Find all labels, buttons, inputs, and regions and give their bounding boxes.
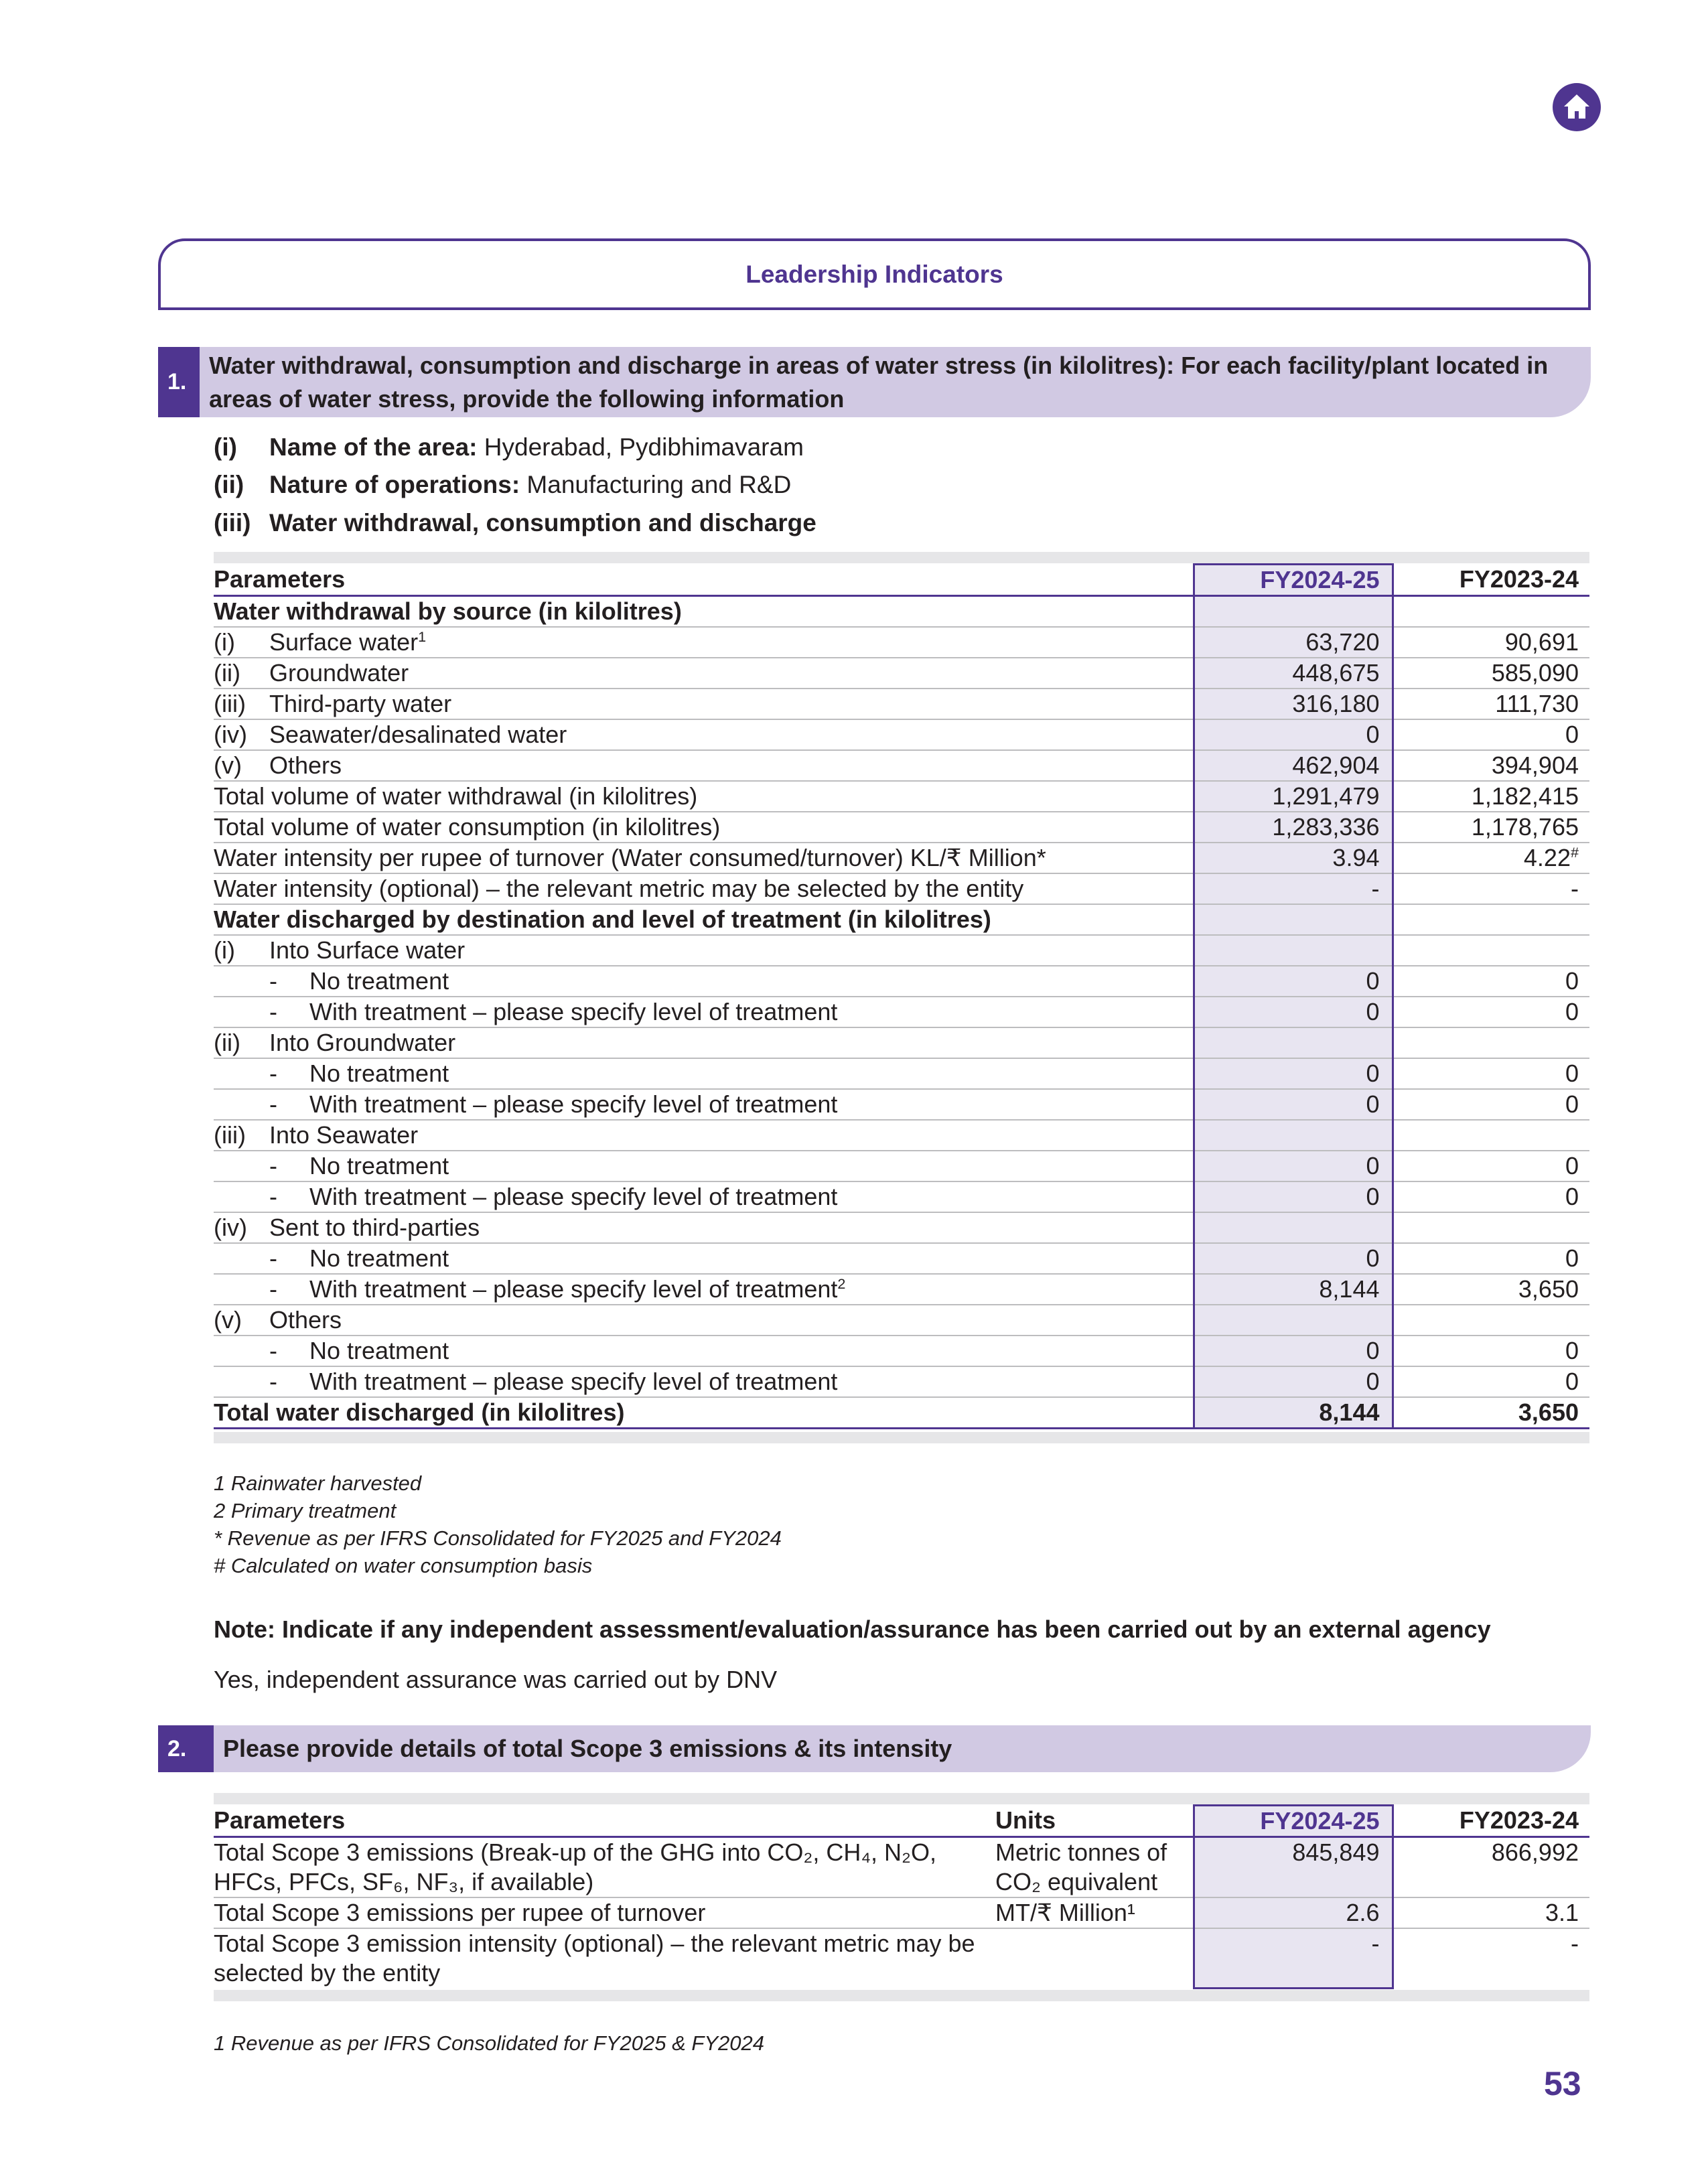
row-label: No treatment bbox=[309, 967, 449, 995]
table-bottom-bar bbox=[214, 1990, 1589, 2001]
parameter-cell bbox=[214, 1336, 1194, 1366]
fy2023-24-cell bbox=[1393, 719, 1589, 750]
table-row bbox=[214, 1181, 1589, 1212]
footnotes bbox=[214, 1469, 782, 1579]
table-row bbox=[214, 997, 1589, 1027]
table-row bbox=[214, 966, 1589, 997]
table-row bbox=[214, 781, 1589, 812]
fy2024-25-cell bbox=[1194, 1151, 1393, 1181]
question-title: Water withdrawal, consumption and discharge in areas of water stress (in kilolitres): For each facility/plant located in areas of water stress, provide the following information bbox=[209, 351, 1549, 413]
fy2024-25-cell bbox=[1194, 689, 1393, 719]
table-row bbox=[214, 1089, 1589, 1120]
fy2024-25-cell bbox=[1194, 812, 1393, 843]
fy2024-25-cell bbox=[1194, 1212, 1393, 1243]
table-row bbox=[214, 1120, 1589, 1151]
value: 8,144 bbox=[1319, 1398, 1380, 1426]
fy2023-24-cell bbox=[1393, 1058, 1589, 1089]
parameter-cell bbox=[214, 1151, 1194, 1181]
value: 63,720 bbox=[1305, 628, 1380, 656]
parameter-cell bbox=[214, 873, 1194, 904]
table-row bbox=[214, 1212, 1589, 1243]
row-label: Seawater/desalinated water bbox=[269, 721, 567, 748]
water-table bbox=[214, 563, 1589, 1429]
table-row bbox=[214, 658, 1589, 689]
value: 394,904 bbox=[1491, 751, 1579, 779]
value: 4.22 bbox=[1523, 844, 1571, 871]
table-row bbox=[214, 689, 1589, 719]
item-value: Manufacturing and R&D bbox=[526, 471, 792, 498]
value: 3,650 bbox=[1518, 1398, 1579, 1426]
row-label: Water intensity per rupee of turnover (Water consumed/turnover) KL/₹ Million* bbox=[214, 844, 1046, 871]
header-fy2024-25: FY2024-25 bbox=[1194, 565, 1393, 596]
value: 1,182,415 bbox=[1471, 782, 1579, 810]
fy2024-25-cell bbox=[1194, 1089, 1393, 1120]
table-row bbox=[214, 1243, 1589, 1274]
fy2024-25-cell: 845,849 bbox=[1194, 1837, 1393, 1898]
row-label: Sent to third-parties bbox=[269, 1214, 480, 1241]
footnote-ref: # bbox=[1570, 844, 1579, 861]
parameter-cell bbox=[214, 781, 1194, 812]
value: 0 bbox=[1366, 1244, 1380, 1272]
fy2023-24-cell bbox=[1393, 843, 1589, 873]
row-dash: - bbox=[269, 1337, 277, 1364]
value: 0 bbox=[1565, 1060, 1579, 1087]
fy2023-24-cell bbox=[1393, 935, 1589, 966]
value: 0 bbox=[1366, 1152, 1380, 1179]
fy2023-24-cell bbox=[1393, 1366, 1589, 1397]
item-value: Hyderabad, Pydibhimavaram bbox=[484, 433, 804, 461]
parameter-cell bbox=[214, 1181, 1194, 1212]
value: 0 bbox=[1366, 1337, 1380, 1364]
parameter-cell bbox=[214, 1274, 1194, 1305]
fy2023-24-cell bbox=[1393, 1397, 1589, 1429]
parameter-cell bbox=[214, 596, 1194, 628]
row-index: (i) bbox=[214, 936, 235, 964]
row-label: With treatment – please specify level of treatment bbox=[309, 1275, 838, 1303]
footnote-ref: 2 bbox=[837, 1275, 846, 1292]
row-index: (ii) bbox=[214, 659, 240, 687]
parameter-cell bbox=[214, 997, 1194, 1027]
value: 0 bbox=[1366, 1090, 1380, 1118]
table-row bbox=[214, 1274, 1589, 1305]
fy2023-24-cell bbox=[1393, 904, 1589, 935]
row-label: Water discharged by destination and level of treatment (in kilolitres) bbox=[214, 906, 991, 933]
value: 0 bbox=[1565, 998, 1579, 1025]
item-label: Water withdrawal, consumption and discharge bbox=[269, 509, 816, 536]
row-label: With treatment – please specify level of treatment bbox=[309, 1090, 838, 1118]
fy2023-24-cell bbox=[1393, 781, 1589, 812]
table-row bbox=[214, 1366, 1589, 1397]
row-dash: - bbox=[269, 1060, 277, 1087]
value: 0 bbox=[1565, 1368, 1579, 1395]
table-row bbox=[214, 843, 1589, 873]
table-row bbox=[214, 873, 1589, 904]
table-row bbox=[214, 1058, 1589, 1089]
row-label: With treatment – please specify level of treatment bbox=[309, 998, 838, 1025]
table-top-bar bbox=[214, 1793, 1589, 1804]
parameter-cell bbox=[214, 812, 1194, 843]
fy2023-24-cell bbox=[1393, 1305, 1589, 1336]
fy2023-24-cell bbox=[1393, 1027, 1589, 1058]
fy2023-24-cell bbox=[1393, 627, 1589, 658]
fy2024-25-cell bbox=[1194, 873, 1393, 904]
fy2024-25-cell bbox=[1194, 997, 1393, 1027]
row-label: Water withdrawal by source (in kilolitres) bbox=[214, 597, 682, 625]
row-label: No treatment bbox=[309, 1060, 449, 1087]
row-index: (v) bbox=[214, 751, 242, 779]
table-top-bar bbox=[214, 552, 1589, 563]
fy2024-25-cell bbox=[1194, 1397, 1393, 1429]
fy2024-25-cell bbox=[1194, 658, 1393, 689]
fy2024-25-cell bbox=[1194, 1181, 1393, 1212]
row-label: No treatment bbox=[309, 1244, 449, 1272]
scope3-table bbox=[214, 1804, 1589, 1989]
table-row bbox=[214, 627, 1589, 658]
row-label: No treatment bbox=[309, 1337, 449, 1364]
row-label: No treatment bbox=[309, 1152, 449, 1179]
row-label: Total volume of water consumption (in kilolitres) bbox=[214, 813, 721, 841]
fy2024-25-cell bbox=[1194, 966, 1393, 997]
row-index: (iv) bbox=[214, 1214, 247, 1241]
row-label: With treatment – please specify level of treatment bbox=[309, 1183, 838, 1210]
parameter-cell bbox=[214, 1366, 1194, 1397]
fy2024-25-cell bbox=[1194, 1274, 1393, 1305]
fy2024-25-cell bbox=[1194, 935, 1393, 966]
footnote-ref: 1 bbox=[418, 628, 427, 645]
item-index: (ii) bbox=[214, 471, 244, 498]
footnote: # Calculated on water consumption basis bbox=[214, 1554, 593, 1577]
parameter-cell bbox=[214, 689, 1194, 719]
parameter-cell bbox=[214, 750, 1194, 781]
parameter-cell bbox=[214, 1027, 1194, 1058]
value: 3.94 bbox=[1332, 844, 1380, 871]
row-dash: - bbox=[269, 1275, 277, 1303]
item-index: (i) bbox=[214, 433, 237, 461]
footnote: * Revenue as per IFRS Consolidated for FY2025 and FY2024 bbox=[214, 1526, 782, 1550]
fy2023-24-cell bbox=[1393, 1151, 1589, 1181]
fy2023-24-cell bbox=[1393, 997, 1589, 1027]
table-row bbox=[214, 812, 1589, 843]
fy2024-25-cell bbox=[1194, 1366, 1393, 1397]
parameter-cell bbox=[214, 904, 1194, 935]
row-dash: - bbox=[269, 1152, 277, 1179]
row-index: (i) bbox=[214, 628, 235, 656]
parameter-cell bbox=[214, 1243, 1194, 1274]
fy2024-25-cell bbox=[1194, 1336, 1393, 1366]
parameter-cell bbox=[214, 935, 1194, 966]
value: 462,904 bbox=[1292, 751, 1380, 779]
value: 1,178,765 bbox=[1471, 813, 1579, 841]
value: 90,691 bbox=[1504, 628, 1579, 656]
units-cell: MT/₹ Million¹ bbox=[995, 1897, 1194, 1928]
value: 585,090 bbox=[1491, 659, 1579, 687]
table-bottom-bar bbox=[214, 1432, 1589, 1443]
row-dash: - bbox=[269, 998, 277, 1025]
value: 8,144 bbox=[1319, 1275, 1380, 1303]
table-row bbox=[214, 1151, 1589, 1181]
row-dash: - bbox=[269, 1183, 277, 1210]
fy2023-24-cell: - bbox=[1571, 1930, 1579, 1957]
row-label: Into Surface water bbox=[269, 936, 466, 964]
value: 111,730 bbox=[1495, 690, 1579, 717]
fy2023-24-cell bbox=[1393, 1181, 1589, 1212]
parameter-cell bbox=[214, 1120, 1194, 1151]
fy2023-24-cell bbox=[1393, 1336, 1589, 1366]
row-index: (iii) bbox=[214, 690, 246, 717]
parameter-cell bbox=[214, 719, 1194, 750]
units-cell: Metric tonnes of CO₂ equivalent bbox=[995, 1837, 1194, 1898]
table-row bbox=[214, 1336, 1589, 1366]
fy2023-24-cell bbox=[1393, 750, 1589, 781]
fy2024-25-cell: - bbox=[1194, 1928, 1393, 1988]
table-row bbox=[214, 904, 1589, 935]
row-label: Third-party water bbox=[269, 690, 452, 717]
value: 0 bbox=[1366, 967, 1380, 995]
question-number: 2. bbox=[158, 1725, 214, 1772]
fy2023-24-cell bbox=[1393, 658, 1589, 689]
parameter-cell bbox=[214, 1212, 1194, 1243]
table-row bbox=[214, 935, 1589, 966]
row-label: Surface water bbox=[269, 628, 419, 656]
item-label: Nature of operations: bbox=[269, 471, 520, 498]
table-row bbox=[214, 750, 1589, 781]
value: 0 bbox=[1366, 1368, 1380, 1395]
home-icon[interactable] bbox=[1553, 83, 1601, 131]
fy2024-25-cell bbox=[1194, 596, 1393, 628]
table-row bbox=[214, 719, 1589, 750]
question-2-header bbox=[158, 1725, 1591, 1772]
fy2023-24-cell: 866,992 bbox=[1393, 1837, 1589, 1898]
table-row bbox=[214, 596, 1589, 628]
fy2024-25-cell bbox=[1194, 904, 1393, 935]
row-label: Others bbox=[269, 1306, 342, 1334]
parameter-cell bbox=[214, 627, 1194, 658]
row-label: Water intensity (optional) – the relevant metric may be selected by the entity bbox=[214, 875, 1024, 902]
footnote: 2 Primary treatment bbox=[214, 1499, 397, 1522]
fy2023-24-cell bbox=[1393, 1089, 1589, 1120]
units-cell bbox=[995, 1928, 1194, 1988]
row-index: (iii) bbox=[214, 1121, 246, 1149]
row-label: Others bbox=[269, 751, 342, 779]
value: 0 bbox=[1565, 1244, 1579, 1272]
parameter-cell bbox=[214, 1089, 1194, 1120]
row-dash: - bbox=[269, 1244, 277, 1272]
row-dash: - bbox=[269, 1090, 277, 1118]
question-number: 1. bbox=[158, 347, 200, 417]
row-dash: - bbox=[269, 967, 277, 995]
value: 0 bbox=[1565, 721, 1579, 748]
value: 0 bbox=[1366, 721, 1380, 748]
row-label: Into Seawater bbox=[269, 1121, 419, 1149]
parameter-cell bbox=[214, 966, 1194, 997]
parameter-cell bbox=[214, 1397, 1194, 1429]
row-label: With treatment – please specify level of treatment bbox=[309, 1368, 838, 1395]
fy2024-25-cell: 2.6 bbox=[1194, 1897, 1393, 1928]
table-row bbox=[214, 1837, 1589, 1898]
section-title: Leadership Indicators bbox=[158, 238, 1591, 310]
note-text: Note: Indicate if any independent assessment/evaluation/assurance has been carried out by an external agency bbox=[214, 1615, 1491, 1643]
fy2024-25-cell bbox=[1194, 1120, 1393, 1151]
parameter-cell: Total Scope 3 emission intensity (optional) – the relevant metric may be selected by the entity bbox=[214, 1930, 975, 1987]
header-fy2024-25: FY2024-25 bbox=[1194, 1806, 1393, 1837]
row-dash: - bbox=[269, 1368, 277, 1395]
question-1-header bbox=[158, 347, 1591, 417]
parameter-cell bbox=[214, 843, 1194, 873]
value: 0 bbox=[1366, 998, 1380, 1025]
footnote: 1 Revenue as per IFRS Consolidated for FY2025 & FY2024 bbox=[214, 2031, 764, 2055]
parameter-cell bbox=[214, 658, 1194, 689]
value: 0 bbox=[1565, 967, 1579, 995]
fy2023-24-cell: 3.1 bbox=[1393, 1897, 1589, 1928]
header-fy2023-24: FY2023-24 bbox=[1393, 1806, 1589, 1837]
value: 0 bbox=[1366, 1060, 1380, 1087]
table-row bbox=[214, 1397, 1589, 1429]
row-index: (v) bbox=[214, 1306, 242, 1334]
value: 0 bbox=[1565, 1337, 1579, 1364]
value: 1,283,336 bbox=[1272, 813, 1380, 841]
item-index: (iii) bbox=[214, 509, 251, 536]
value: 0 bbox=[1565, 1152, 1579, 1179]
fy2024-25-cell bbox=[1194, 627, 1393, 658]
table-row bbox=[214, 1027, 1589, 1058]
parameter-cell bbox=[214, 1305, 1194, 1336]
value: 0 bbox=[1366, 1183, 1380, 1210]
fy2024-25-cell bbox=[1194, 1305, 1393, 1336]
row-label: Total water discharged (in kilolitres) bbox=[214, 1398, 625, 1426]
footnote: 1 Rainwater harvested bbox=[214, 1471, 422, 1495]
fy2024-25-cell bbox=[1194, 719, 1393, 750]
fy2023-24-cell bbox=[1393, 689, 1589, 719]
value: 3,650 bbox=[1518, 1275, 1579, 1303]
header-parameters: Parameters bbox=[214, 1806, 995, 1837]
header-parameters: Parameters bbox=[214, 565, 1194, 596]
parameter-cell: Total Scope 3 emissions (Break-up of the GHG into CO₂, CH₄, N₂O, HFCs, PFCs, SF₆, NF₃, if available) bbox=[214, 1837, 995, 1898]
fy2023-24-cell bbox=[1393, 812, 1589, 843]
answer-text: Yes, independent assurance was carried out by DNV bbox=[214, 1666, 778, 1693]
row-label: Groundwater bbox=[269, 659, 409, 687]
fy2024-25-cell bbox=[1194, 1243, 1393, 1274]
fy2023-24-cell bbox=[1393, 596, 1589, 628]
fy2023-24-cell bbox=[1393, 1243, 1589, 1274]
fy2023-24-cell bbox=[1393, 1120, 1589, 1151]
parameter-cell bbox=[214, 1058, 1194, 1089]
value: 0 bbox=[1565, 1183, 1579, 1210]
row-index: (iv) bbox=[214, 721, 247, 748]
table-row bbox=[214, 1928, 1589, 1988]
value: 316,180 bbox=[1292, 690, 1380, 717]
item-label: Name of the area: bbox=[269, 433, 478, 461]
table-row bbox=[214, 1897, 1589, 1928]
fy2024-25-cell bbox=[1194, 1027, 1393, 1058]
value: 0 bbox=[1565, 1090, 1579, 1118]
fy2024-25-cell bbox=[1194, 843, 1393, 873]
question-title: Please provide details of total Scope 3 emissions & its intensity bbox=[223, 1735, 952, 1762]
header-fy2023-24: FY2023-24 bbox=[1393, 565, 1589, 596]
fy2023-24-cell bbox=[1393, 1274, 1589, 1305]
table-row bbox=[214, 1305, 1589, 1336]
parameter-cell: Total Scope 3 emissions per rupee of turnover bbox=[214, 1897, 995, 1928]
value: - bbox=[1571, 875, 1579, 902]
page-number: 53 bbox=[1544, 2065, 1581, 2102]
fy2024-25-cell bbox=[1194, 1058, 1393, 1089]
fy2024-25-cell bbox=[1194, 750, 1393, 781]
value: 448,675 bbox=[1292, 659, 1380, 687]
fy2024-25-cell bbox=[1194, 781, 1393, 812]
fy2023-24-cell bbox=[1393, 873, 1589, 904]
fy2023-24-cell bbox=[1393, 966, 1589, 997]
value: 1,291,479 bbox=[1272, 782, 1380, 810]
row-label: Total volume of water withdrawal (in kilolitres) bbox=[214, 782, 698, 810]
header-units: Units bbox=[995, 1806, 1194, 1837]
row-label: Into Groundwater bbox=[269, 1029, 456, 1056]
value: - bbox=[1371, 875, 1380, 902]
fy2023-24-cell bbox=[1393, 1212, 1589, 1243]
row-index: (ii) bbox=[214, 1029, 240, 1056]
